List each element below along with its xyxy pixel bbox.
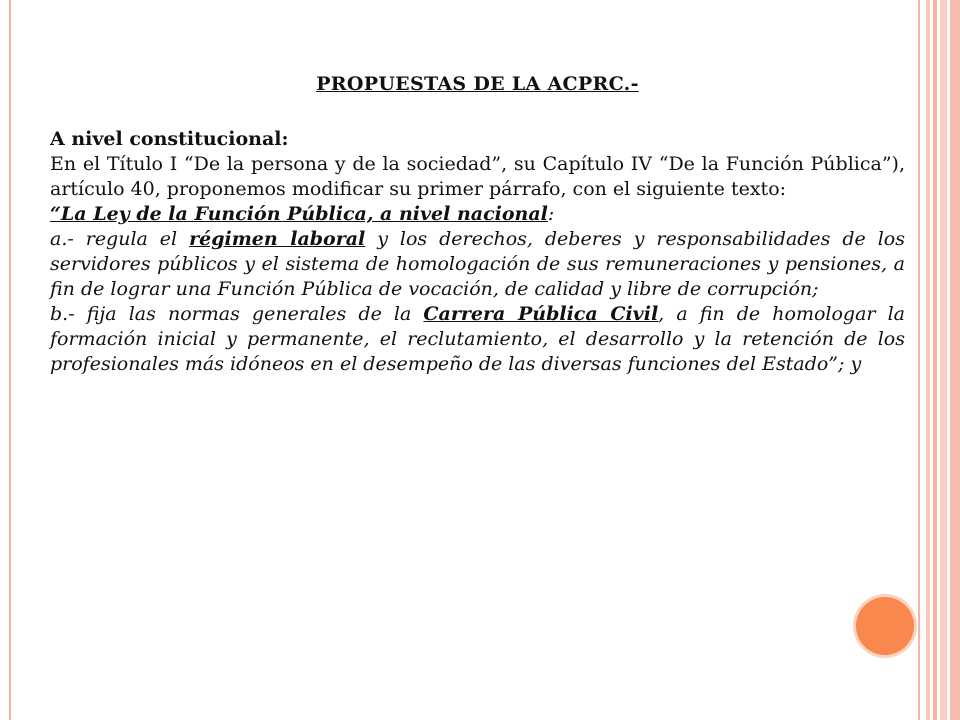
decorative-stripes — [920, 0, 960, 720]
section-heading: A nivel constitucional: — [50, 128, 289, 150]
item-a-paragraph — [50, 227, 905, 302]
item-b-emphasis: Carrera Pública Civil — [423, 303, 659, 325]
quote-title: “La Ley de la Función Pública, a nivel nacional — [50, 203, 548, 225]
quote-title-end: : — [547, 203, 555, 225]
item-a-emphasis: régimen laboral — [189, 228, 366, 250]
slide-title: PROPUESTAS DE LA ACPRC.- — [316, 73, 639, 95]
decorative-circle — [856, 597, 914, 655]
slide-content — [50, 72, 905, 377]
intro-paragraph: En el Título I “De la persona y de la sociedad”, su Capítulo IV “De la Función Pública”), artículo 40, proponemos modificar su primer párrafo, con el siguiente texto: — [50, 153, 905, 200]
item-b-suffix: , a fin de homologar la formación inicial y permanente, el reclutamiento, el desarrollo y la retención de los profesionales más idóneos en el desempeño de las diversas funciones del Estado”; y — [50, 303, 905, 375]
item-b-prefix: b.- fija las normas generales de la — [50, 303, 424, 325]
item-a-prefix: a.- regula el — [50, 228, 190, 250]
item-b-paragraph — [50, 302, 905, 377]
item-a-suffix: y los derechos, deberes y responsabilidades de los servidores públicos y el sistema de homologación de sus remuneraciones y pensiones, a fin de lograr una Función Pública de vocación, de calidad y libre de corrupción; — [50, 228, 905, 300]
quote-title-line — [50, 202, 905, 227]
